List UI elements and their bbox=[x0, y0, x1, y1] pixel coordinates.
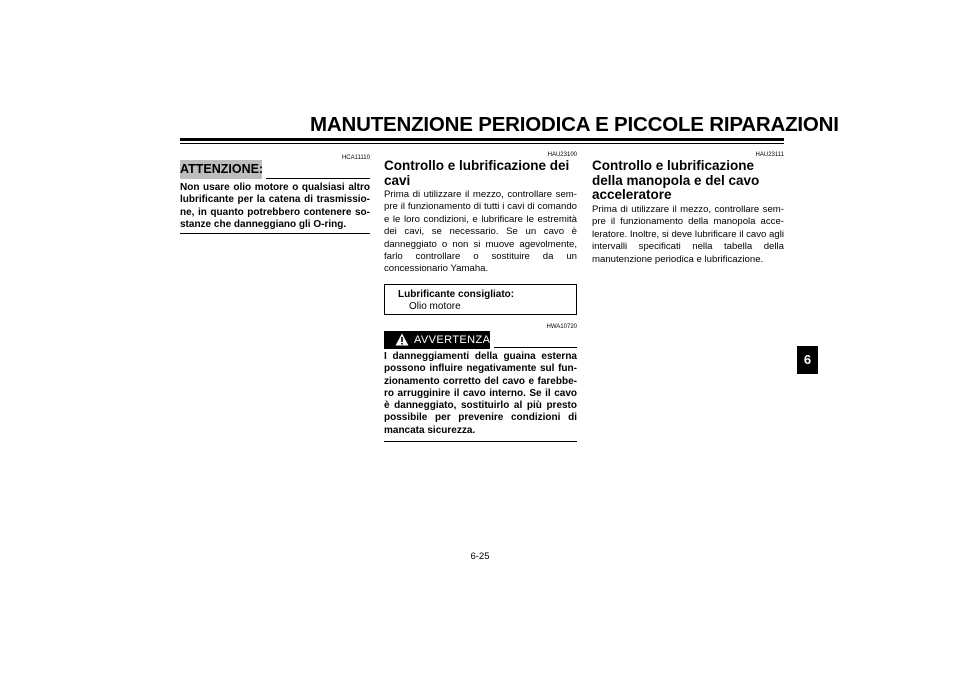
chapter-tab: 6 bbox=[797, 346, 818, 374]
lubricant-label: Lubrificante consigliato: bbox=[398, 289, 515, 300]
page-number: 6-25 bbox=[470, 551, 490, 562]
warning-code: HWA10720 bbox=[546, 324, 577, 330]
caution-code: HCA11110 bbox=[341, 155, 370, 161]
section-code-cables: HAU23100 bbox=[547, 152, 577, 158]
caution-bottom-rule bbox=[180, 233, 370, 234]
warning-triangle-icon bbox=[395, 333, 409, 346]
caution-top-rule bbox=[266, 178, 370, 179]
section-code-throttle: HAU23111 bbox=[755, 152, 784, 158]
lubricant-box bbox=[384, 284, 577, 315]
title-rule bbox=[180, 138, 784, 141]
caution-label: ATTENZIONE: bbox=[180, 160, 262, 179]
warning-top-rule bbox=[494, 347, 577, 348]
warning-bottom-rule bbox=[384, 441, 577, 442]
warning-label bbox=[384, 331, 490, 349]
section-heading-throttle: Controllo e lubrificazione della manopola e del cavo acceleratore bbox=[592, 158, 760, 202]
section-body-cables: Prima di utilizzare il mezzo, controllare sempre il funzionamento di tutti i cavi di comando e le loro condizioni, e lubrificare le estremità dei cavi, se necessario. Se un cavo è danneggiato o non si muove agevolmente, farlo controllare o sostituire da un concessionario Yamaha. bbox=[384, 189, 577, 275]
warning-text: I danneggiamenti della guaina esterna possono influire negativamente sul funzionamento corretto del cavo e farebbero arrugginire il cavo interno. Se il cavo è danneggiato, sostituirlo al più presto possibile per prevenire condizioni di mancata sicurezza. bbox=[384, 351, 577, 436]
warning-label-text: AVVERTENZA bbox=[414, 334, 491, 346]
section-body-throttle: Prima di utilizzare il mezzo, controllare sempre il funzionamento della manopola acceleratore. Inoltre, si deve lubrificare il cavo agli intervalli specificati nella tabella della manutenzione periodica e lubrificazione. bbox=[592, 204, 784, 265]
page-title: MANUTENZIONE PERIODICA E PICCOLE RIPARAZIONI bbox=[310, 113, 839, 136]
lubricant-value: Olio motore bbox=[409, 300, 461, 312]
title-rule-thin bbox=[180, 143, 784, 144]
caution-text: Non usare olio motore o qualsiasi altro lubrificante per la catena di trasmissione, in quanto potrebbero contenere sostanze che danneggiano gli O-ring. bbox=[180, 182, 370, 230]
section-heading-cables: Controllo e lubrificazione dei cavi bbox=[384, 158, 570, 188]
